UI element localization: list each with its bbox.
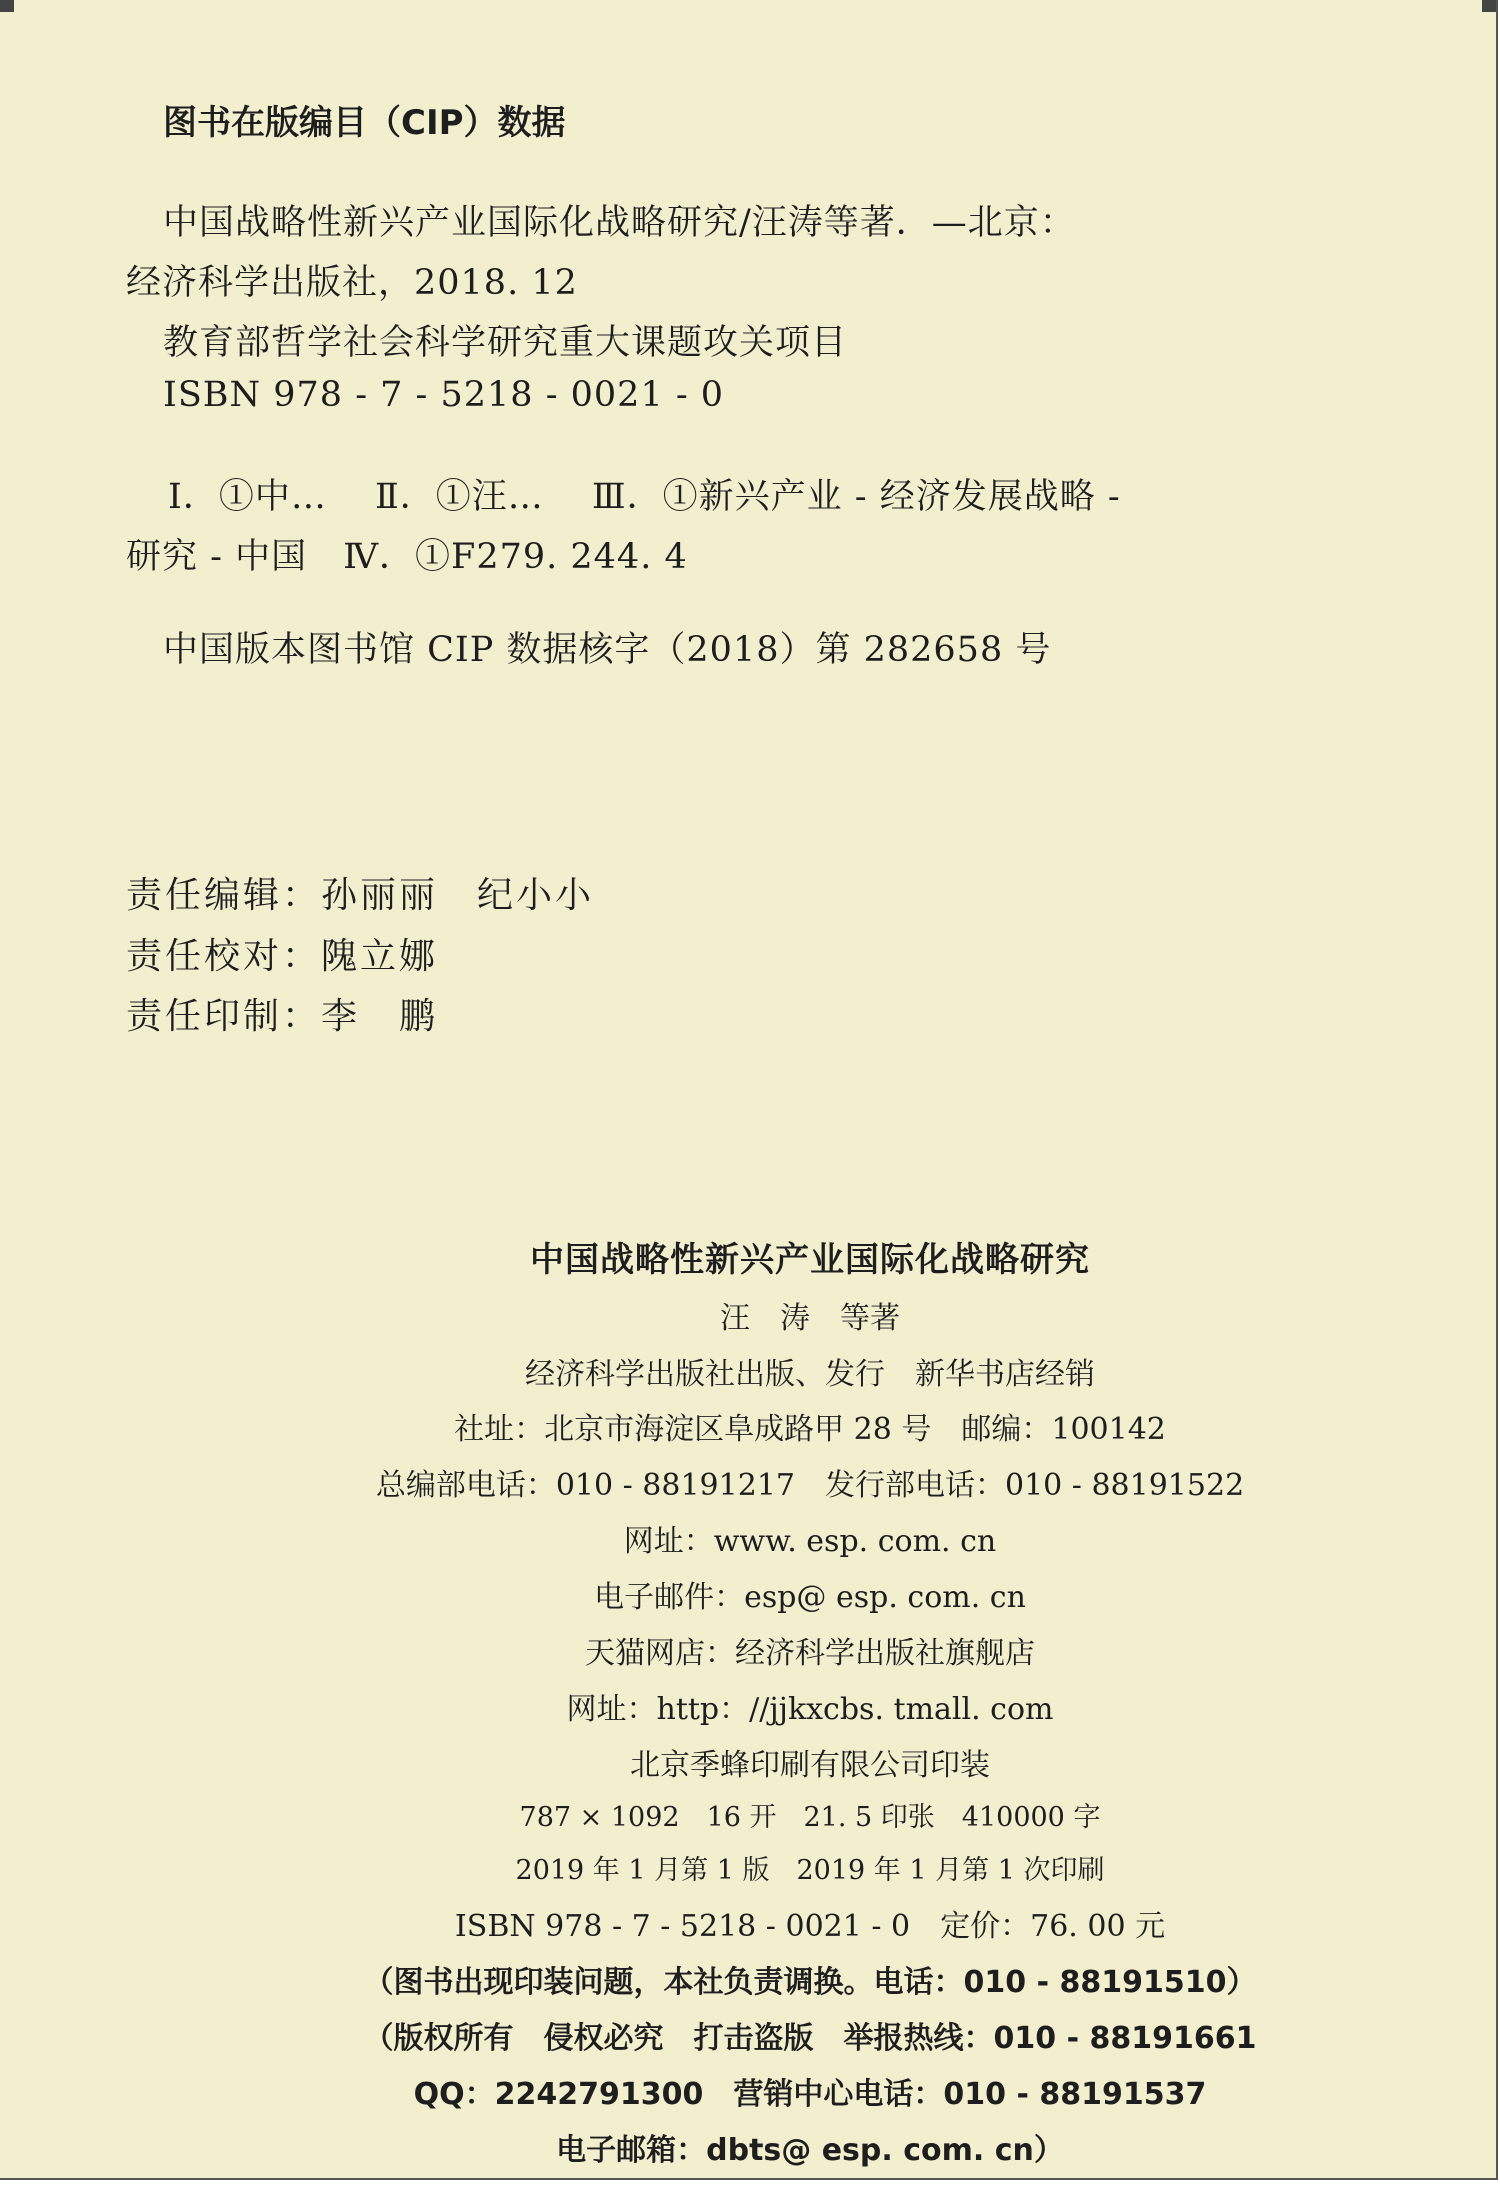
printing-name: 李 鹏	[321, 996, 439, 1037]
colophon-tmall-url: 网址：http：//jjkxcbs. tmall. com	[566, 1692, 1054, 1727]
editor-names: 孙丽丽 纪小小	[321, 875, 595, 916]
cip-heading: 图书在版编目（CIP）数据	[163, 103, 566, 143]
editor-row	[126, 867, 594, 918]
colophon-edition: 2019 年 1 月第 1 版 2019 年 1 月第 1 次印刷	[515, 1855, 1105, 1886]
printing-label: 责任印制：	[126, 996, 322, 1037]
colophon-notice-qq: QQ：2242791300 营销中心电话：010 - 88191537	[413, 2077, 1207, 2112]
proofreader-row	[126, 928, 438, 979]
colophon-isbn-price: ISBN 978 - 7 - 5218 - 0021 - 0 定价：76. 00 元	[454, 1909, 1166, 1944]
colophon-publisher: 经济科学出版社出版、发行 新华书店经销	[525, 1357, 1095, 1392]
cip-classification-line-2: 研究 - 中国 Ⅳ．①F279. 244. 4	[126, 537, 688, 577]
colophon-notice-email: 电子邮箱：dbts@ esp. com. cn）	[556, 2133, 1064, 2168]
cip-project-line: 教育部哲学社会科学研究重大课题攻关项目	[163, 323, 848, 363]
colophon-printer: 北京季蜂印刷有限公司印装	[630, 1748, 990, 1783]
colophon-email: 电子邮件：esp@ esp. com. cn	[594, 1580, 1026, 1615]
colophon-notice-replacement: （图书出现印装问题，本社负责调换。电话：010 - 88191510）	[363, 1965, 1257, 2000]
colophon-address: 社址：北京市海淀区阜成路甲 28 号 邮编：100142	[454, 1412, 1166, 1447]
colophon-book-title: 中国战略性新兴产业国际化战略研究	[530, 1240, 1090, 1280]
printing-row	[126, 988, 438, 1039]
scan-edge-mark-left	[0, 0, 14, 12]
proofreader-label: 责任校对：	[126, 936, 322, 977]
cip-classification-line-1: Ⅰ．①中… Ⅱ．①汪… Ⅲ．①新兴产业 - 经济发展战略 -	[168, 477, 1121, 517]
cip-isbn-line: ISBN 978 - 7 - 5218 - 0021 - 0	[163, 375, 725, 415]
colophon-website: 网址：www. esp. com. cn	[623, 1524, 997, 1559]
colophon-author: 汪 涛 等著	[720, 1301, 900, 1336]
cip-number-line: 中国版本图书馆 CIP 数据核字（2018）第 282658 号	[163, 630, 1052, 670]
cip-publisher-line: 经济科学出版社，2018. 12	[126, 263, 578, 303]
editor-label: 责任编辑：	[126, 875, 322, 916]
colophon-format: 787 × 1092 16 开 21. 5 印张 410000 字	[519, 1802, 1101, 1833]
colophon-notice-piracy: （版权所有 侵权必究 打击盗版 举报热线：010 - 88191661	[363, 2021, 1257, 2056]
scan-edge-mark-right	[1482, 0, 1496, 12]
colophon-tmall-store: 天猫网店：经济科学出版社旗舰店	[585, 1636, 1035, 1671]
proofreader-name: 隗立娜	[321, 936, 439, 977]
colophon-phones: 总编部电话：010 - 88191217 发行部电话：010 - 88191522	[375, 1468, 1245, 1503]
cip-title-line: 中国战略性新兴产业国际化战略研究/汪涛等著．—北京：	[163, 203, 1076, 243]
